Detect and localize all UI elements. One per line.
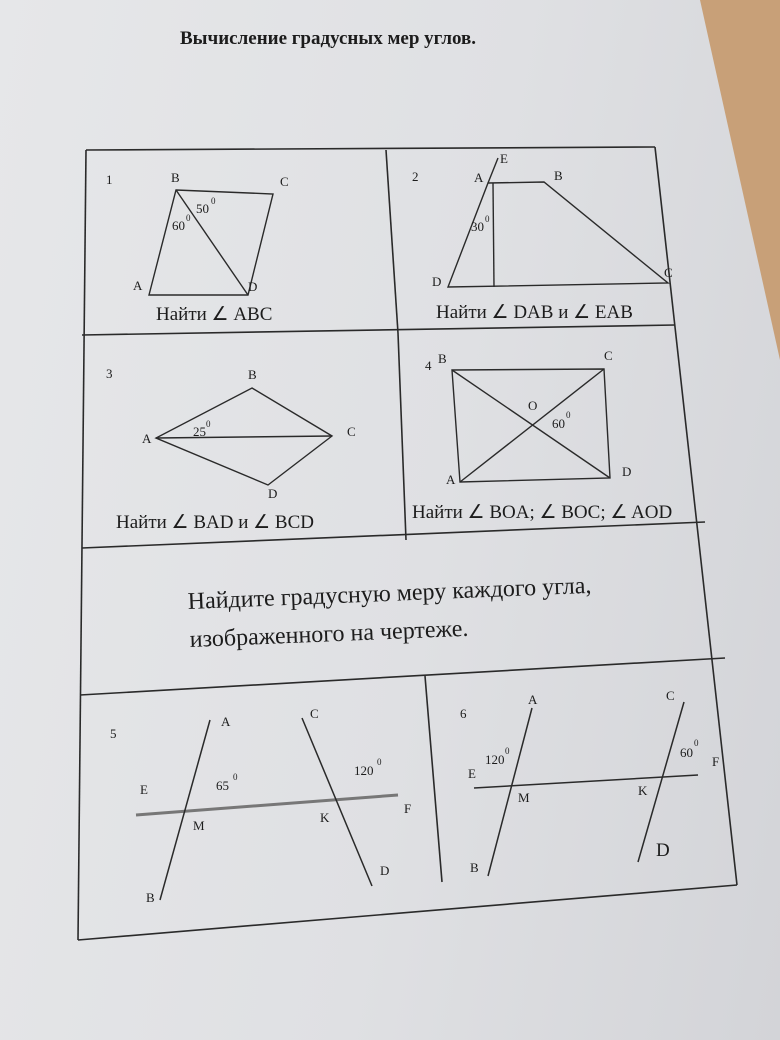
degree-mark: 0 xyxy=(505,746,510,756)
point-label-A: A xyxy=(528,692,538,707)
degree-mark: 0 xyxy=(694,738,699,748)
point-label-M: M xyxy=(193,818,205,833)
point-label-C: C xyxy=(604,348,613,363)
point-label-D: D xyxy=(268,486,278,501)
point-label-F: F xyxy=(404,801,412,816)
angle-value: 60 xyxy=(172,218,185,233)
point-label-E: E xyxy=(500,151,508,166)
point-label-B: B xyxy=(470,860,479,875)
task-text-4: Найти ∠ BOA; ∠ BOC; ∠ AOD xyxy=(412,502,673,523)
point-label-D: D xyxy=(432,274,442,289)
angle-value: 65 xyxy=(216,778,229,793)
point-label-A: A xyxy=(142,431,152,446)
point-label-K: K xyxy=(638,783,648,798)
worksheet-title: Вычисление градусных мер углов. xyxy=(180,28,477,49)
problem-number-5: 5 xyxy=(110,726,117,741)
degree-mark: 0 xyxy=(206,419,211,429)
angle-value: 50 xyxy=(196,201,209,216)
point-label-C: C xyxy=(280,174,289,189)
point-label-B: B xyxy=(438,351,447,366)
point-label-E: E xyxy=(468,766,476,781)
task-text-3: Найти ∠ BAD и ∠ BCD xyxy=(116,512,314,533)
degree-mark: 0 xyxy=(186,213,191,223)
angle-value: 25 xyxy=(193,424,206,439)
degree-mark: 0 xyxy=(566,410,571,420)
angle-value: 60 xyxy=(680,745,693,760)
point-label-A: A xyxy=(221,714,231,729)
point-label-D: D xyxy=(248,279,258,294)
angle-value: 120 xyxy=(485,752,505,767)
point-label-B: B xyxy=(146,890,155,905)
figure-5-lines xyxy=(136,718,398,900)
task-text-2: Найти ∠ DAB и ∠ EAB xyxy=(436,302,633,323)
point-label-B: B xyxy=(554,168,563,183)
point-label-D: D xyxy=(656,840,670,861)
point-label-E: E xyxy=(140,782,148,797)
figure-3-rhombus xyxy=(156,388,332,485)
problem-number-4: 4 xyxy=(425,358,432,373)
angle-value: 120 xyxy=(354,763,374,778)
point-label-B: B xyxy=(248,367,257,382)
point-label-C: C xyxy=(664,265,673,280)
problem-number-2: 2 xyxy=(412,169,419,184)
point-label-C: C xyxy=(347,424,356,439)
point-label-K: K xyxy=(320,810,330,825)
instruction-line-2: изображенного на чертеже. xyxy=(189,615,469,653)
angle-value: 30 xyxy=(471,219,484,234)
point-label-O: O xyxy=(528,398,538,413)
point-label-D: D xyxy=(622,464,632,479)
point-label-D: D xyxy=(380,863,390,878)
point-label-F: F xyxy=(712,754,720,769)
task-text-1: Найти ∠ ABC xyxy=(156,304,273,325)
degree-mark: 0 xyxy=(485,214,490,224)
point-label-B: B xyxy=(171,170,180,185)
point-label-A: A xyxy=(133,278,143,293)
point-label-C: C xyxy=(310,706,319,721)
problem-number-6: 6 xyxy=(460,706,467,721)
table-grid xyxy=(78,147,737,940)
point-label-M: M xyxy=(518,790,530,805)
degree-mark: 0 xyxy=(377,757,382,767)
point-label-C: C xyxy=(666,688,675,703)
figure-4-rectangle xyxy=(452,369,610,482)
problem-number-3: 3 xyxy=(106,366,113,381)
angle-value: 60 xyxy=(552,416,565,431)
degree-mark: 0 xyxy=(211,196,216,206)
point-label-A: A xyxy=(446,472,456,487)
degree-mark: 0 xyxy=(233,772,238,782)
problem-number-1: 1 xyxy=(106,172,113,187)
instruction-line-1: Найдите градусную меру каждого угла, xyxy=(187,572,592,615)
point-label-A: A xyxy=(474,170,484,185)
